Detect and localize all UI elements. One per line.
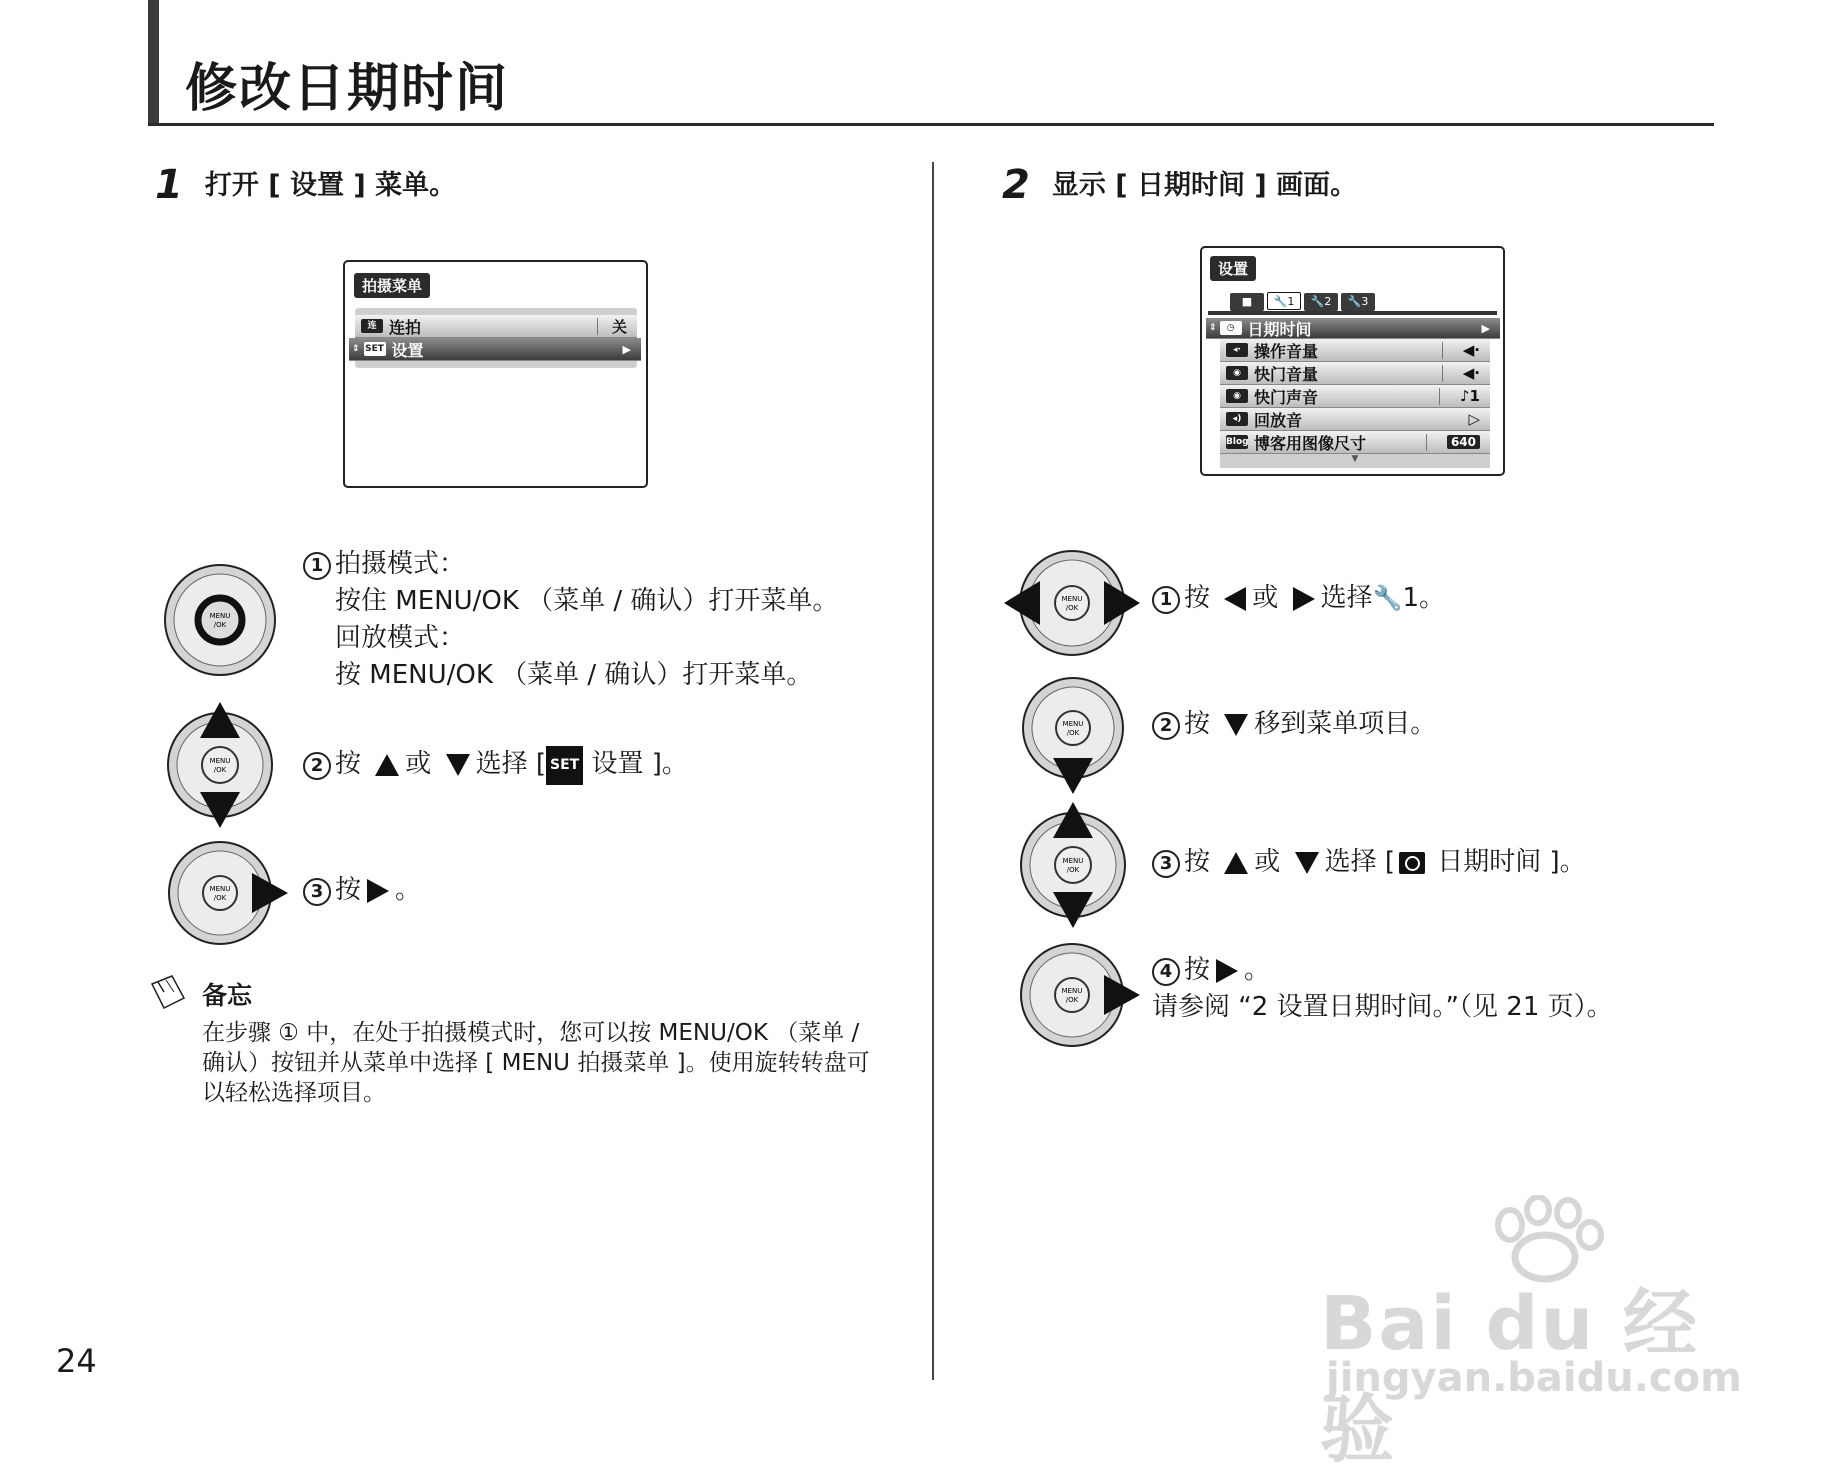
dial-up-down (1013, 800, 1133, 930)
watermark-url: jingyan.baidu.com (1326, 1355, 1742, 1401)
instruction-text: 或 (405, 749, 432, 779)
svg-text:/OK: /OK (1066, 729, 1080, 737)
step1-number: 1 (155, 162, 183, 208)
svg-text:MENU: MENU (1062, 720, 1084, 728)
dial-up-down (160, 700, 280, 830)
right-arrow-icon (367, 879, 389, 903)
instruction-text: 或 (1252, 583, 1279, 613)
step2-number: 2 (1002, 162, 1030, 208)
lcd-row-value: ▶ (1481, 321, 1490, 335)
right-arrow-icon (1293, 587, 1315, 611)
lcd-row-value: ▶ (622, 342, 631, 356)
lcd-separator (597, 318, 598, 335)
step2-instruction-1 (1152, 580, 1445, 617)
down-arrow-icon (1224, 714, 1248, 736)
lcd-row-label: 连拍 (389, 317, 422, 337)
lcd-row-blog-size (1220, 431, 1490, 454)
left-arrow-icon (1224, 587, 1246, 611)
column-divider (932, 162, 934, 1380)
instruction-reference: 请参阅 “2 设置日期时间。”（见 21 页）。 (1152, 992, 1613, 1022)
instruction-text: 移到菜单项目。 (1254, 709, 1437, 739)
setup-tab-2: 🔧2 (1304, 293, 1338, 311)
dial-press-center (160, 560, 280, 680)
svg-text:/OK: /OK (1065, 604, 1079, 612)
lcd-row-label: 博客用图像尺寸 (1254, 433, 1367, 453)
lcd-separator (1442, 365, 1443, 382)
instruction-text: 按 (335, 749, 362, 779)
svg-text:/OK: /OK (1065, 996, 1079, 1004)
shutter-volume-icon: ◉ (1226, 366, 1248, 380)
svg-text:MENU: MENU (209, 757, 231, 765)
baidu-watermark-logo (1320, 1195, 1742, 1473)
step1-instruction-3 (303, 872, 421, 909)
lcd-tabs (1230, 290, 1378, 311)
lcd-row-label: 快门音量 (1254, 364, 1319, 384)
clock-icon: ◷ (1220, 321, 1242, 335)
step1-heading-text: 打开 [ 设置 ] 菜单。 (204, 170, 457, 201)
page-title: 修改日期时间 (185, 59, 510, 119)
step1-instruction-2 (303, 746, 688, 785)
camera-tab-icon: ■ (1230, 293, 1264, 311)
title-rule (148, 123, 1714, 126)
lcd-separator (1439, 388, 1440, 405)
instruction-text: 按 (1184, 955, 1211, 985)
svg-text:MENU: MENU (209, 885, 231, 893)
step2-heading-text: 显示 [ 日期时间 ] 画面。 (1051, 170, 1358, 201)
instruction-text: 设置 ]。 (591, 749, 688, 779)
down-arrow-icon (446, 754, 470, 776)
instruction-text: 按住 MENU/OK （菜单 / 确认）打开菜单。 (335, 586, 839, 616)
memo-title: 备忘 (202, 981, 253, 1010)
lcd-separator (1426, 434, 1427, 451)
watermark-brand: Bai du 经验 (1320, 1281, 1699, 1473)
step2-heading (1002, 162, 1357, 208)
title-accent-bar (148, 0, 159, 125)
dial-down (1018, 676, 1128, 796)
lcd-separator (1442, 342, 1443, 359)
svg-text:MENU: MENU (1062, 857, 1084, 865)
lcd-setup-list (1206, 318, 1500, 468)
shutter-sound-icon: ◉ (1226, 389, 1248, 403)
updown-icon: ⇕ (1209, 323, 1217, 333)
instruction-text: 。 (1244, 955, 1271, 985)
step1-heading (155, 162, 456, 208)
burst-icon: 连 (361, 319, 383, 333)
page-number: 24 (56, 1342, 97, 1380)
instruction-text: 。 (395, 875, 422, 905)
down-arrow-icon (1295, 852, 1319, 874)
instruction-text: 拍摄模式： (335, 549, 466, 579)
lcd-tab-rule (1208, 311, 1497, 315)
up-arrow-icon (375, 754, 399, 776)
instruction-text: 按 (1184, 583, 1211, 613)
lcd-row-label: 设置 (391, 340, 424, 360)
svg-text:MENU: MENU (1061, 595, 1083, 603)
lcd-list-panel (352, 308, 637, 368)
instruction-text: 按 (335, 875, 362, 905)
lcd-row-value: ◀· (1462, 341, 1480, 359)
up-arrow-icon (1224, 852, 1248, 874)
circled-number: 4 (1152, 958, 1180, 986)
lcd-row-value: 关 (611, 317, 627, 336)
circled-number: 2 (1152, 712, 1180, 740)
setup-tab-1: 🔧1 (1267, 292, 1301, 310)
svg-text:/OK: /OK (213, 766, 227, 774)
lcd-row-value: ◀· (1462, 364, 1480, 382)
blog-icon: Blog (1226, 437, 1249, 447)
lcd-row-value: ♪1 (1459, 387, 1480, 405)
svg-text:/OK: /OK (213, 894, 227, 902)
set-icon: SET (365, 344, 384, 354)
operation-volume-icon: ◂· (1226, 343, 1248, 357)
svg-text:MENU: MENU (1061, 987, 1083, 995)
lcd-row-label: 日期时间 (1247, 319, 1312, 339)
instruction-text: 或 (1254, 847, 1281, 877)
step1-instruction-1 (303, 546, 838, 694)
lcd-row-label: 回放音 (1254, 410, 1303, 430)
svg-text:MENU: MENU (209, 612, 231, 620)
circled-number: 3 (303, 878, 331, 906)
updown-icon: ⇕ (352, 344, 360, 354)
lcd-menu-tag: 拍摄菜单 (354, 273, 430, 298)
lcd-row-playback-sound (1220, 408, 1490, 431)
dial-right (1018, 940, 1148, 1050)
instruction-text: 回放模式： (335, 623, 466, 653)
step2-instruction-4 (1152, 952, 1613, 1026)
lcd-row-date-time (1206, 318, 1500, 339)
lcd-menu-tag: 设置 (1210, 256, 1256, 281)
svg-text:/OK: /OK (1066, 866, 1080, 874)
instruction-text: 选择 [ (1324, 847, 1395, 877)
lcd-row-shutter-sound (1220, 385, 1490, 408)
lcd-row-setup (349, 338, 641, 361)
step1-lcd-screen (343, 260, 648, 488)
step2-instruction-3 (1152, 844, 1586, 881)
dial-right (164, 838, 294, 948)
playback-sound-icon: ◂) (1226, 412, 1248, 426)
memo-text: 在步骤 ① 中，在处于拍摄模式时，您可以按 MENU/OK （菜单 / 确认）按钮并从菜单中选择 [ MENU 拍摄菜单 ]。使用旋转转盘可以轻松选择项目。 (202, 1020, 870, 1106)
circled-number: 1 (1152, 586, 1180, 614)
instruction-text: 按 (1184, 847, 1211, 877)
step2-instruction-2 (1152, 706, 1436, 743)
set-icon: SET (546, 746, 583, 785)
svg-text:/OK: /OK (213, 621, 227, 629)
dial-left-right (1002, 548, 1142, 658)
lcd-row-label: 操作音量 (1254, 341, 1319, 361)
scroll-down-icon: ▼ (1351, 454, 1359, 464)
lcd-row-operation-volume (1220, 339, 1490, 362)
setup-tab-3: 🔧3 (1341, 293, 1375, 311)
memo-icon (148, 972, 188, 1016)
instruction-text: 1。 (1402, 583, 1446, 613)
instruction-text: 日期时间 ]。 (1437, 847, 1586, 877)
lcd-row-label: 快门声音 (1254, 387, 1319, 407)
lcd-row-value: ▷ (1468, 410, 1480, 428)
right-arrow-icon (1216, 959, 1238, 983)
circled-number: 2 (303, 752, 331, 780)
wrench-icon: 🔧 (1372, 584, 1403, 612)
step2-lcd-screen (1200, 246, 1505, 476)
clock-icon (1399, 852, 1425, 874)
lcd-row-shutter-volume (1220, 362, 1490, 385)
instruction-text: 按 MENU/OK （菜单 / 确认）打开菜单。 (335, 660, 813, 690)
lcd-row-value: 640 (1447, 435, 1480, 449)
lcd-row-burst (355, 315, 637, 338)
instruction-text: 选择 [ (475, 749, 546, 779)
circled-number: 1 (303, 552, 331, 580)
instruction-text: 选择 (1320, 583, 1373, 613)
circled-number: 3 (1152, 850, 1180, 878)
instruction-text: 按 (1184, 709, 1211, 739)
